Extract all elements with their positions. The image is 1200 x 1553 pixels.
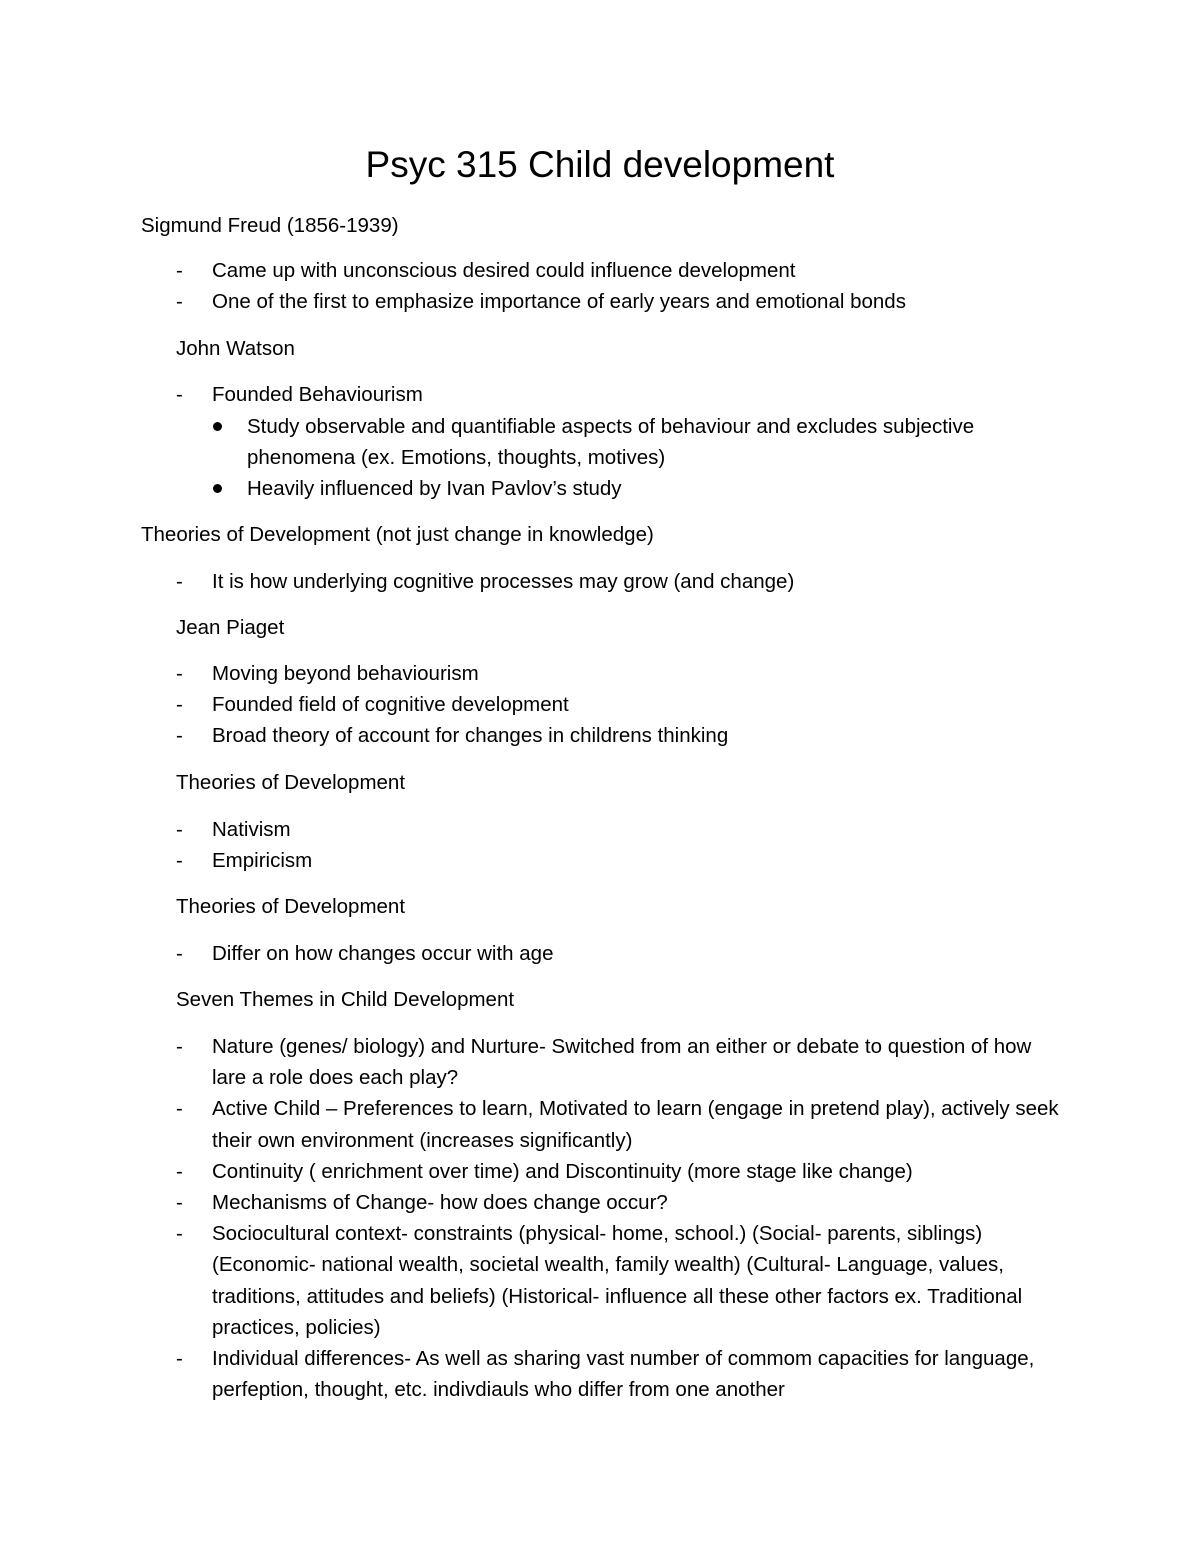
bullet-dot-icon	[213, 422, 222, 431]
list-seven-themes	[0, 1031, 1062, 1405]
dash-marker: -	[176, 1347, 183, 1371]
list-item: - Broad theory of account for changes in childrens thinking	[0, 720, 1062, 751]
dash-marker: -	[176, 1159, 183, 1183]
dash-marker: -	[176, 1191, 183, 1215]
list-item: - Moving beyond behaviourism	[0, 658, 1062, 689]
list-item: - It is how underlying cognitive processes may grow (and change)	[0, 566, 1062, 597]
dash-marker: -	[176, 724, 183, 748]
list-theories-2	[0, 814, 1062, 876]
dash-marker: -	[176, 383, 183, 406]
dash-marker: -	[176, 570, 183, 593]
heading-freud: Sigmund Freud (1856-1939)	[141, 214, 399, 237]
list-item: - Active Child – Preferences to learn, Motivated to learn (engage in pretend play), actively seek their own environment (increases significantly)	[0, 1093, 1062, 1155]
list-item: - Founded Behaviourism	[0, 379, 1062, 410]
list-item: - Sociocultural context- constraints (physical- home, school.) (Social- parents, siblings) (Economic- national wealth, societal wealth, family wealth) (Cultural- Language, values, traditions, attitudes and beliefs) (Historical- influence all these other factors ex. Traditional practices, policies)	[0, 1218, 1062, 1343]
dash-marker: -	[176, 259, 183, 282]
bullet-dot-icon	[213, 484, 222, 493]
dash-marker: -	[176, 1035, 183, 1058]
dash-marker: -	[176, 693, 183, 717]
dash-marker: -	[176, 1097, 183, 1121]
heading-seven-themes: Seven Themes in Child Development	[176, 988, 515, 1011]
sublist-watson	[0, 411, 1027, 505]
list-item: - Individual differences- As well as sharing vast number of commom capacities for language, perfeption, thought, etc. indivdiauls who differ from one another	[0, 1343, 1062, 1405]
list-watson	[0, 379, 1062, 410]
dash-marker: -	[176, 290, 183, 314]
heading-theories-2: Theories of Development	[176, 771, 406, 794]
heading-piaget: Jean Piaget	[176, 616, 285, 639]
list-theories-knowledge	[0, 566, 1062, 597]
list-freud	[0, 255, 1062, 317]
list-item: - Founded field of cognitive development	[0, 689, 1062, 720]
list-item: - One of the first to emphasize importance of early years and emotional bonds	[0, 286, 1062, 317]
heading-theories-knowledge: Theories of Development (not just change in knowledge)	[141, 523, 654, 546]
page-title: Psyc 315 Child development	[365, 144, 835, 185]
list-theories-3	[0, 938, 1062, 969]
dash-marker: -	[176, 849, 183, 873]
dash-marker: -	[176, 818, 183, 841]
list-piaget	[0, 658, 1062, 752]
list-item: - Mechanisms of Change- how does change occur?	[0, 1187, 1062, 1218]
dash-marker: -	[176, 1222, 183, 1246]
list-item: - Nature (genes/ biology) and Nurture- Switched from an either or debate to question of how lare a role does each play?	[0, 1031, 1062, 1093]
list-item: - Came up with unconscious desired could influence development	[0, 255, 1062, 286]
dash-marker: -	[176, 942, 183, 965]
list-item: - Continuity ( enrichment over time) and Discontinuity (more stage like change)	[0, 1156, 1062, 1187]
heading-theories-3: Theories of Development	[176, 895, 406, 918]
list-item: - Nativism	[0, 814, 1062, 845]
list-item: - Empiricism	[0, 845, 1062, 876]
bullet-item: Heavily influenced by Ivan Pavlov’s study	[0, 473, 1027, 504]
bullet-item: Study observable and quantifiable aspects of behaviour and excludes subjective phenomena (ex. Emotions, thoughts, motives)	[0, 411, 1027, 473]
list-item: - Differ on how changes occur with age	[0, 938, 1062, 969]
heading-watson: John Watson	[176, 337, 295, 360]
dash-marker: -	[176, 662, 183, 685]
